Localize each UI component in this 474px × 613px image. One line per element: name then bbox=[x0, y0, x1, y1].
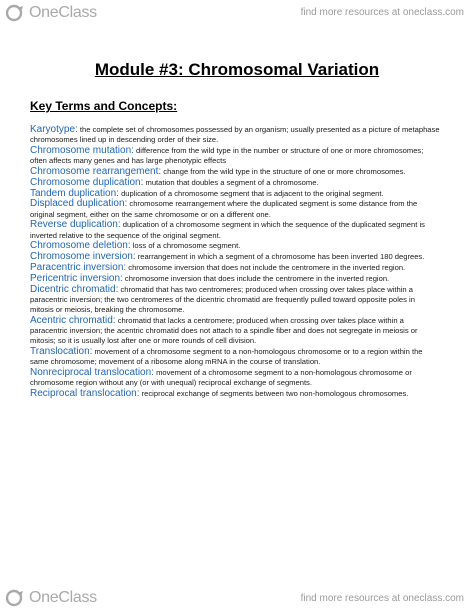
term-entry bbox=[30, 125, 440, 145]
term-definition: mutation that doubles a segment of a chromosome. bbox=[143, 177, 319, 187]
term-definition: the complete set of chromosomes possessed by an organism; usually presented as a picture of metaphase chromosomes lined up in descending order of their size. bbox=[30, 125, 440, 145]
term-entry bbox=[30, 368, 440, 388]
top-banner bbox=[0, 0, 474, 26]
term-entry bbox=[30, 316, 440, 347]
section-heading: Key Terms and Concepts: bbox=[30, 99, 178, 113]
oneclass-logo[interactable] bbox=[6, 4, 97, 22]
oneclass-logo-icon bbox=[6, 589, 26, 607]
find-more-resources-link[interactable]: find more resources at oneclass.com bbox=[300, 593, 464, 604]
term-entry bbox=[30, 389, 440, 399]
oneclass-logo-icon bbox=[6, 4, 26, 22]
term-entry bbox=[30, 220, 440, 240]
term-definition: chromatid that lacks a centromere; produced when crossing over takes place within a paracentric inversion; the acentric chromatid does not attach to a spindle fiber and does not segregate in meiosis or mitosis; so it is usually lost after one or more rounds of cell division. bbox=[30, 315, 418, 346]
term-name: Chromosome rearrangement: bbox=[30, 166, 162, 177]
term-definition: rearrangement in which a segment of a chromosome has been inverted 180 degrees. bbox=[135, 252, 425, 262]
term-definition: movement of a chromosome segment to a non-homologous chromosome or chromosome region without any (or with unequal) reciprocal exchange of segments. bbox=[30, 367, 412, 388]
term-name: Reciprocal translocation: bbox=[30, 387, 140, 399]
term-entry bbox=[30, 199, 440, 219]
oneclass-logo-footer[interactable] bbox=[6, 589, 97, 607]
terms-list bbox=[30, 125, 440, 400]
bottom-banner bbox=[0, 586, 474, 612]
term-name: Karyotype: bbox=[30, 124, 78, 135]
term-name: Displaced duplication: bbox=[30, 198, 128, 210]
term-name: Reverse duplication: bbox=[30, 219, 121, 231]
term-definition: reciprocal exchange of segments between two non-homologous chromosomes. bbox=[139, 388, 409, 398]
term-entry bbox=[30, 263, 440, 273]
term-name: Translocation: bbox=[30, 345, 93, 357]
term-name: Nonreciprocal translocation: bbox=[30, 366, 154, 378]
term-name: Paracentric inversion: bbox=[30, 261, 127, 273]
term-definition: movement of a chromosome segment to a non-homologous chromosome or to a region within the same chromosome; movement of a ribosome along mRNA in the course of translation. bbox=[30, 346, 423, 367]
term-definition: chromosome rearrangement where the duplicated segment is some distance from the original segment, either on the same chromosome or on a different one. bbox=[30, 199, 418, 219]
term-entry bbox=[30, 274, 440, 284]
term-entry bbox=[30, 252, 440, 262]
term-name: Tandem duplication: bbox=[30, 187, 119, 199]
find-more-resources-link[interactable]: find more resources at oneclass.com bbox=[300, 7, 464, 18]
term-name: Dicentric chromatid: bbox=[30, 283, 119, 295]
term-name: Pericentric inversion: bbox=[30, 272, 123, 284]
term-entry bbox=[30, 347, 440, 367]
term-name: Chromosome duplication: bbox=[30, 176, 144, 188]
logo-text: OneClass bbox=[29, 4, 97, 21]
term-definition: chromosome inversion that does not include the centromere in the inverted region. bbox=[126, 262, 406, 272]
term-entry bbox=[30, 189, 440, 199]
term-name: Acentric chromatid: bbox=[30, 314, 116, 326]
term-definition: change from the wild type in the structure of one or more chromosomes. bbox=[161, 167, 406, 176]
term-entry bbox=[30, 167, 440, 177]
term-definition: difference from the wild type in the number or structure of one or more chromosomes; often affects many genes and has large phenotypic effects bbox=[30, 146, 424, 166]
term-definition: loss of a chromosome segment. bbox=[130, 241, 241, 251]
term-name: Chromosome inversion: bbox=[30, 251, 136, 263]
term-entry bbox=[30, 285, 440, 316]
logo-text: OneClass bbox=[29, 589, 97, 606]
term-entry bbox=[30, 241, 440, 251]
term-name: Chromosome mutation: bbox=[30, 145, 134, 156]
page-title: Module #3: Chromosomal Variation bbox=[94, 60, 380, 79]
term-definition: chromatid that has two centromeres; produced when crossing over takes place within a paracentric inversion; the two centromeres of the dicentric chromatid are frequently pulled toward opposite poles in mitosis or meiosis, breaking the chromosome. bbox=[30, 284, 415, 314]
term-definition: duplication of a chromosome segment in which the sequence of the duplicated segment is inverted relative to the sequence of the original segment. bbox=[30, 220, 425, 240]
term-definition: chromosome inversion that does include the centromere in the inverted region. bbox=[122, 273, 390, 283]
term-definition: duplication of a chromosome segment that is adjacent to the original segment. bbox=[118, 188, 384, 198]
term-name: Chromosome deletion: bbox=[30, 240, 131, 252]
term-entry bbox=[30, 146, 440, 166]
term-entry bbox=[30, 178, 440, 188]
